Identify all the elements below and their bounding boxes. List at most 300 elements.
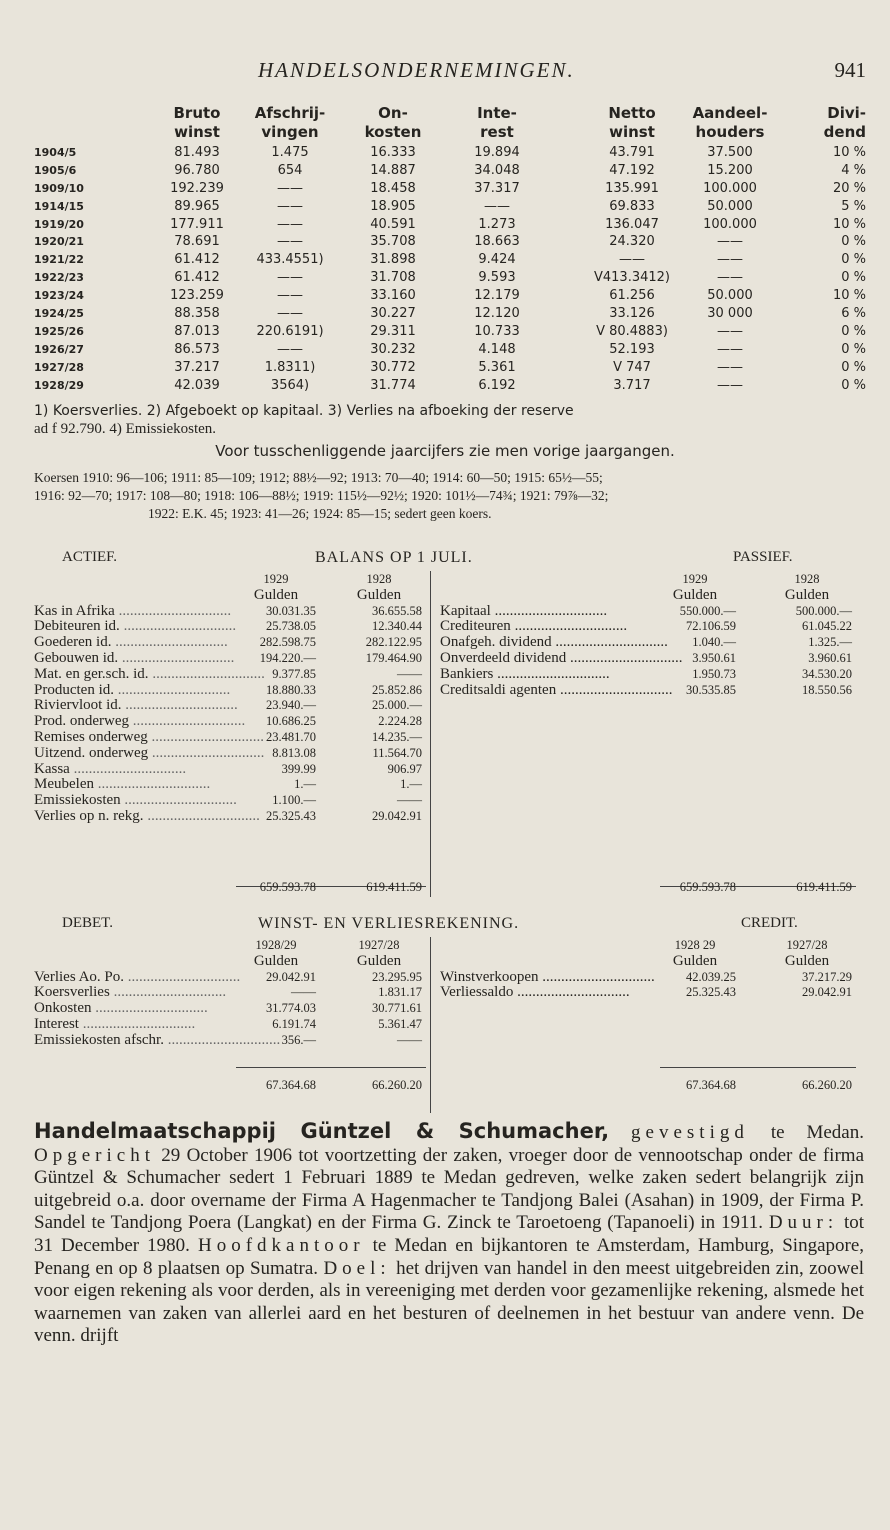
- balance-row: [0, 650, 890, 666]
- cell-bruto: 37.217: [174, 359, 220, 375]
- actief-1928: 906.97: [387, 761, 422, 776]
- leader-dots: ..............................: [109, 984, 227, 1001]
- cell-netto: 69.833: [609, 198, 655, 214]
- passief-label: [440, 634, 670, 650]
- passief-label: [440, 666, 670, 682]
- note-previous-years: Voor tusschenliggende jaarcijfers zie men vorige jaargangen.: [215, 442, 675, 460]
- winst-row: [0, 1032, 890, 1048]
- cell-bruto: 123.259: [170, 288, 224, 304]
- results-row: [0, 341, 890, 359]
- results-row: [0, 269, 890, 287]
- leader-dots: ..............................: [147, 728, 264, 745]
- leader-dots: ..............................: [148, 744, 265, 761]
- cell-onk: 31.898: [370, 252, 416, 268]
- actief-1928: ——: [397, 793, 422, 808]
- cell-int: 34.048: [474, 162, 520, 178]
- credit-value-1: 42.039.25: [686, 969, 736, 984]
- actief-label-text: Remises onderweg: [34, 728, 148, 745]
- actief-label-text: Mat. en ger.sch. id.: [34, 665, 149, 682]
- actief-label-text: Debiteuren id.: [34, 618, 120, 635]
- balance-row: [0, 666, 890, 682]
- col-header-interest: Inte- rest: [477, 104, 517, 141]
- company-doel-label: Doel:: [323, 1257, 391, 1279]
- company-offices: te Medan en bijkantoren te Amsterdam, Hamburg, Singapore, Penang en op 8 plaatsen op Sumatra.: [34, 1234, 865, 1279]
- cell-aandh: 50.000: [707, 198, 753, 214]
- cell-bruto: 177.911: [170, 216, 224, 232]
- actief-label: [34, 792, 237, 809]
- results-row: [0, 377, 890, 395]
- cell-onk: 30.232: [370, 341, 416, 357]
- cell-onk: 33.160: [370, 288, 416, 304]
- results-row: [0, 144, 890, 162]
- cell-onk: 18.458: [370, 180, 416, 196]
- passief-label-text: Onafgeh. dividend: [440, 634, 552, 651]
- winst-year-b-right: 1927/28: [786, 938, 828, 952]
- cell-aandh: 37.500: [707, 145, 753, 160]
- cell-year: 1925/26: [34, 324, 84, 338]
- balance-row: [0, 745, 890, 761]
- company-history: 29 October 1906 tot voortzetting der zaken, vroeger door de vennootschap onder de firma Güntzel & Schumacher sedert 1 Februari 1889 te Medan gedreven, welke zaken sedert belangrijk zijn uitgebreid o.a. door overname der Firma A Hagenmacher te Tandjong Balei (Asahan) in 1909, der Firma P. Sandel te Tandjong Poera (Langkat) en der Firma G. Zinck te Taroetoeng (Tapanoeli) in 1911.: [34, 1144, 864, 1234]
- cell-onk: 40.591: [370, 216, 416, 232]
- cell-year: 1909/10: [34, 181, 84, 195]
- cell-year: 1924/25: [34, 307, 84, 321]
- winst-currency-row: [0, 953, 890, 969]
- cell-bruto: 81.493: [174, 145, 220, 160]
- debet-value-1: 356.—: [281, 1032, 316, 1047]
- actief-1929: 25.325.43: [266, 808, 316, 823]
- credit-value-2: 29.042.91: [802, 985, 852, 1000]
- debet-label: [34, 1016, 234, 1032]
- cell-bruto: 42.039: [174, 377, 220, 393]
- results-row: [0, 180, 890, 198]
- actief-label-text: Gebouwen id.: [34, 649, 119, 666]
- winst-total-1-left: 67.364.68: [266, 1078, 316, 1092]
- debet-value-2: ——: [397, 1032, 422, 1047]
- balance-sheet: [0, 549, 890, 894]
- actief-1929: 1.—: [294, 777, 316, 792]
- results-row: [0, 287, 890, 305]
- cell-onk: 30.227: [370, 306, 416, 322]
- cell-div: 5 %: [841, 198, 866, 214]
- cell-div: 10 %: [832, 288, 866, 304]
- debet-label-text: Koersverlies: [34, 984, 110, 1001]
- cell-year: 1904/5: [34, 146, 77, 159]
- cell-year: 1919/20: [34, 217, 84, 231]
- cell-onk: 30.772: [370, 359, 416, 375]
- cell-bruto: 61.412: [174, 252, 220, 268]
- winst-currency-left-b: Gulden: [356, 952, 402, 969]
- cell-year: 1914/15: [34, 199, 84, 213]
- passief-1928: 34.530.20: [802, 666, 852, 681]
- cell-bruto: 88.358: [174, 306, 220, 322]
- results-row: [0, 359, 890, 377]
- debet-value-1: 29.042.91: [266, 969, 316, 984]
- winst-title: WINST- EN VERLIESREKENING.: [258, 915, 520, 932]
- actief-label: [34, 682, 234, 698]
- passief-1929: 3.950.61: [692, 650, 736, 665]
- leader-dots: ..............................: [111, 634, 228, 651]
- passief-1929: 550.000.—: [679, 603, 736, 618]
- running-head: [0, 58, 890, 88]
- leader-dots: ..............................: [78, 1015, 196, 1032]
- cell-year: 1920/21: [34, 235, 84, 249]
- leader-dots: ..............................: [121, 697, 238, 714]
- company-purpose: het drijven van handel in den meest uitgebreiden zin, zoowel voor eigen rekening als voor derden, als in vereeniging met derden voor gezamenlijke rekening, alsmede het waarnemen van zaken van allerlei aard en het besturen of deelnemen in het bestuur van andere venn. De venn. drijft: [34, 1257, 865, 1347]
- cell-div: 0 %: [841, 323, 866, 339]
- leader-dots: ..............................: [566, 649, 683, 666]
- passief-label: [440, 603, 670, 619]
- cell-netto: 52.193: [609, 341, 655, 357]
- balance-rows: [0, 603, 890, 824]
- cell-int: 10.733: [474, 323, 520, 339]
- cell-aandh: ——: [717, 323, 743, 339]
- col-header-netto: Netto winst: [608, 104, 656, 141]
- passief-label-text: Creditsaldi agenten: [440, 681, 557, 698]
- actief-1929: 25.738.05: [266, 619, 316, 634]
- actief-1929: 23.940.—: [266, 698, 316, 713]
- cell-div: 0 %: [841, 270, 866, 286]
- currency-left-a: Gulden: [253, 586, 299, 603]
- cell-afschr: ——: [277, 216, 303, 232]
- actief-label-text: Verlies op n. rekg.: [34, 807, 144, 824]
- company-opgericht-label: Opgericht: [34, 1144, 155, 1166]
- year-1929-left: 1929: [263, 572, 289, 586]
- cell-afschr: ——: [277, 270, 303, 286]
- year-1929-right: 1929: [682, 572, 708, 586]
- credit-label-text: Winstverkoopen: [440, 968, 539, 985]
- cell-bruto: 86.573: [174, 341, 220, 357]
- actief-label: [34, 713, 246, 730]
- cell-div: 0 %: [841, 359, 866, 375]
- cell-bruto: 61.412: [174, 270, 220, 286]
- actief-label-text: Producten id.: [34, 681, 114, 698]
- debet-label-text: Onkosten: [34, 1000, 92, 1017]
- cell-int: 37.317: [474, 180, 520, 196]
- leader-dots: ..............................: [91, 1000, 208, 1017]
- actief-1929: 282.598.75: [259, 635, 316, 650]
- balance-row: [0, 776, 890, 792]
- debet-label: [34, 984, 234, 1000]
- cell-int: 1.273: [478, 216, 516, 232]
- actief-1928: 14.235.—: [372, 729, 422, 744]
- cell-netto: 61.256: [609, 288, 655, 304]
- company-gevestigd: gevestigd: [631, 1122, 749, 1143]
- debet-value-2: 5.361.47: [378, 1016, 422, 1031]
- winst-total-rule-left: [236, 1067, 426, 1068]
- passief-1929: 30.535.85: [686, 682, 736, 697]
- cell-aandh: 100.000: [703, 216, 757, 232]
- actief-1929: 9.377.85: [272, 666, 316, 681]
- cell-onk: 18.905: [370, 198, 416, 214]
- actief-1928: 29.042.91: [372, 808, 422, 823]
- actief-label-text: Prod. onderweg: [34, 713, 129, 730]
- balance-title-row: [0, 549, 890, 571]
- cell-div: 4 %: [841, 162, 866, 178]
- actief-label: [34, 697, 238, 714]
- debet-value-1: 6.191.74: [272, 1016, 316, 1031]
- currency-left-b: Gulden: [356, 586, 402, 603]
- actief-1928: 25.000.—: [372, 698, 422, 713]
- page-title: HANDELSONDERNEMINGEN.: [258, 58, 575, 82]
- company-name: Handelmaatschappij Güntzel & Schumacher,: [34, 1119, 610, 1143]
- winst-total-row: [0, 1077, 890, 1097]
- leader-dots: ..............................: [490, 602, 608, 619]
- page-number: 941: [834, 58, 866, 82]
- cell-netto: 135.991: [605, 180, 659, 196]
- actief-1928: 1.—: [400, 777, 422, 792]
- winst-currency-right-a: Gulden: [672, 952, 718, 969]
- actief-label-text: Meubelen: [34, 776, 94, 793]
- leader-dots: ..............................: [163, 1031, 281, 1048]
- cell-afschr: 3564): [270, 377, 310, 393]
- leader-dots: ..............................: [510, 618, 628, 635]
- winst-total-2-left: 66.260.20: [372, 1078, 422, 1092]
- cell-onk: 16.333: [370, 145, 416, 160]
- leader-dots: ..............................: [143, 807, 260, 824]
- balance-total-1929-right: 659.593.78: [679, 880, 736, 894]
- results-table: [0, 104, 890, 394]
- actief-label-text: Uitzend. onderweg: [34, 744, 149, 761]
- cell-div: 0 %: [841, 234, 866, 250]
- cell-netto: 3.717: [613, 377, 651, 393]
- cell-afschr: ——: [277, 306, 303, 322]
- results-footnote: [34, 402, 870, 438]
- actief-label-text: Kas in Afrika: [34, 602, 115, 619]
- cell-onk: 31.708: [370, 270, 416, 286]
- cell-div: 0 %: [841, 377, 866, 393]
- cell-netto: ——: [619, 252, 645, 268]
- company-duur-label: Duur:: [768, 1212, 839, 1234]
- balance-row: [0, 792, 890, 808]
- debet-label-text: Emissiekosten afschr.: [34, 1031, 164, 1048]
- actief-1929: 30.031.35: [266, 603, 316, 618]
- cell-int: 9.424: [478, 252, 516, 268]
- cell-afschr: 220.6191): [256, 323, 324, 339]
- passief-1928: 500.000.—: [795, 603, 852, 618]
- winst-total-rule-right: [660, 1067, 856, 1068]
- footnote-line-1: 1) Koersverlies. 2) Afgeboekt op kapitaal. 3) Verlies na afboeking der reserve: [34, 403, 574, 419]
- leader-dots: ..............................: [538, 968, 655, 985]
- credit-value-2: 37.217.29: [802, 969, 852, 984]
- passief-1929: 1.040.—: [692, 635, 736, 650]
- actief-1928: 179.464.90: [365, 650, 422, 665]
- cell-netto: V 80.4883): [596, 323, 668, 339]
- leader-dots: ..............................: [114, 681, 231, 698]
- cell-bruto: 89.965: [174, 198, 220, 214]
- koersen-line-1: Koersen 1910: 96—106; 1911: 85—109; 1912; 88½—92; 1913: 70—40; 1914: 60—50; 1915: 65½—55;: [34, 470, 603, 485]
- cell-netto: V413.3412): [594, 270, 670, 286]
- winst-year-b-left: 1927/28: [358, 938, 400, 952]
- passief-label-text: Onverdeeld dividend: [440, 649, 567, 666]
- cell-afschr: ——: [277, 341, 303, 357]
- passief-1929: 1.950.73: [692, 666, 736, 681]
- actief-1928: 282.122.95: [365, 635, 422, 650]
- cell-netto: 136.047: [605, 216, 659, 232]
- company-duur-value: tot 31 December 1980.: [34, 1212, 865, 1256]
- debet-value-2: 30.771.61: [372, 1001, 422, 1016]
- col-header-dividend: Divi- dend: [823, 104, 866, 141]
- currency-right-a: Gulden: [672, 586, 718, 603]
- cell-year: 1923/24: [34, 289, 84, 303]
- balance-row: [0, 603, 890, 619]
- cell-div: 6 %: [841, 306, 866, 322]
- actief-label-text: Goederen id.: [34, 634, 112, 651]
- cell-int: 18.663: [474, 234, 520, 250]
- balance-row: [0, 713, 890, 729]
- cell-onk: 14.887: [370, 162, 416, 178]
- actief-1929: 399.99: [281, 761, 316, 776]
- cell-afschr: 1.475: [271, 145, 309, 160]
- winst-total-2-right: 66.260.20: [802, 1078, 852, 1092]
- debet-label: [34, 968, 241, 985]
- results-row: [0, 216, 890, 234]
- passief-label: [440, 618, 670, 634]
- cell-bruto: 192.239: [170, 180, 224, 196]
- koersen-line-2: 1916: 92—70; 1917: 108—80; 1918: 106—88½; 1919: 115½—92½; 1920: 101½—74¾; 1921: 79⅞—32;: [34, 488, 609, 503]
- leader-dots: ..............................: [551, 634, 668, 651]
- cell-year: 1928/29: [34, 378, 84, 392]
- debet-label: [34, 1000, 234, 1016]
- balance-currency-row: [0, 587, 890, 603]
- debet-label-text: Verlies Ao. Po.: [34, 968, 124, 985]
- winst-total-1-right: 67.364.68: [686, 1078, 736, 1092]
- results-row: [0, 162, 890, 180]
- footnote-line-2: ad f 92.790. 4) Emissiekosten.: [34, 421, 217, 437]
- credit-label: [440, 984, 670, 1000]
- cell-div: 20 %: [832, 180, 866, 196]
- cell-aandh: ——: [717, 234, 743, 250]
- cell-netto: 33.126: [609, 306, 655, 322]
- passief-1928: 1.325.—: [808, 635, 852, 650]
- cell-afschr: ——: [277, 180, 303, 196]
- cell-aandh: 100.000: [703, 180, 757, 196]
- debet-title: DEBET.: [62, 915, 113, 931]
- results-row: [0, 323, 890, 341]
- passief-1928: 61.045.22: [802, 619, 852, 634]
- cell-div: 10 %: [832, 216, 866, 232]
- actief-label: [34, 650, 234, 666]
- cell-afschr: 1.8311): [264, 359, 316, 375]
- actief-1929: 1.100.—: [272, 793, 316, 808]
- cell-int: ——: [484, 198, 510, 214]
- cell-year: 1921/22: [34, 253, 84, 267]
- koersen-block: [34, 469, 870, 523]
- cell-int: 4.148: [478, 341, 516, 357]
- leader-dots: ..............................: [118, 649, 235, 666]
- winst-currency-right-b: Gulden: [784, 952, 830, 969]
- col-header-aandeelhouders: Aandeel- houders: [692, 104, 768, 141]
- cell-int: 12.179: [474, 288, 520, 304]
- leader-dots: ..............................: [513, 984, 630, 1001]
- cell-aandh: ——: [717, 377, 743, 393]
- actief-label: [34, 807, 260, 824]
- balance-title: BALANS OP 1 JULI.: [315, 549, 473, 566]
- cell-int: 6.192: [478, 377, 516, 393]
- actief-1928: ——: [397, 666, 422, 681]
- debet-value-2: 1.831.17: [378, 985, 422, 1000]
- results-row: [0, 251, 890, 269]
- debet-label: [34, 1031, 281, 1048]
- leader-dots: ..............................: [148, 665, 265, 682]
- cell-onk: 29.311: [370, 323, 416, 339]
- debet-value-1: ——: [291, 985, 316, 1000]
- credit-title: CREDIT.: [741, 915, 798, 931]
- cell-netto: 43.791: [609, 145, 655, 160]
- credit-label-text: Verliessaldo: [440, 984, 514, 1001]
- passief-label-text: Bankiers: [440, 665, 494, 682]
- results-table-body: [0, 144, 890, 394]
- balance-row: [0, 682, 890, 698]
- balance-total-row: [0, 879, 890, 899]
- balance-row: [0, 761, 890, 777]
- actief-1929: 10.686.25: [266, 714, 316, 729]
- balance-row: [0, 697, 890, 713]
- col-header-afschrijvingen: Afschrij- vingen: [254, 104, 326, 141]
- cell-aandh: ——: [717, 341, 743, 357]
- actief-label-text: Kassa: [34, 760, 70, 777]
- balance-total-1928-left: 619.411.59: [366, 880, 422, 894]
- balance-row: [0, 618, 890, 634]
- winst-title-row: [0, 915, 890, 937]
- col-header-bruto: Bruto winst: [173, 104, 221, 141]
- actief-1929: 18.880.33: [266, 682, 316, 697]
- balance-total-1929-left: 659.593.78: [259, 880, 316, 894]
- cell-bruto: 78.691: [174, 234, 220, 250]
- passief-1928: 18.550.56: [802, 682, 852, 697]
- winst-year-a-right: 1928 29: [674, 938, 716, 952]
- credit-label: [440, 969, 670, 985]
- leader-dots: ..............................: [114, 602, 232, 619]
- cell-aandh: ——: [717, 252, 743, 268]
- cell-int: 19.894: [474, 145, 520, 160]
- cell-netto: V 747: [613, 359, 651, 375]
- cell-onk: 31.774: [370, 377, 416, 393]
- koersen-line-3: 1922: E.K. 45; 1923: 41—26; 1924: 85—15; sedert geen koers.: [148, 506, 492, 521]
- cell-aandh: 50.000: [707, 288, 753, 304]
- balance-year-row: [0, 571, 890, 587]
- winst-row: [0, 1016, 890, 1032]
- leader-dots: ..............................: [556, 681, 673, 698]
- cell-aandh: 15.200: [707, 162, 753, 178]
- actief-1929: 23.481.70: [266, 729, 316, 744]
- credit-value-1: 25.325.43: [686, 985, 736, 1000]
- actief-label: [34, 744, 265, 761]
- balance-total-1928-right: 619.411.59: [796, 880, 852, 894]
- company-location: te Medan.: [770, 1122, 864, 1143]
- passief-label: [440, 649, 683, 666]
- company-hoofdkantoor-label: Hoofdkantoor: [198, 1234, 365, 1256]
- leader-dots: ..............................: [128, 713, 246, 730]
- actief-1928: 2.224.28: [378, 714, 422, 729]
- cell-div: 10 %: [832, 145, 866, 160]
- actief-1928: 12.340.44: [372, 619, 422, 634]
- cell-afschr: 654: [277, 162, 303, 178]
- passief-label: [440, 681, 673, 698]
- winst-row: [0, 969, 890, 985]
- cell-netto: 47.192: [609, 162, 655, 178]
- actief-label: [34, 634, 234, 650]
- cell-aandh: ——: [717, 270, 743, 286]
- balance-row: [0, 808, 890, 824]
- actief-1928: 11.564.70: [372, 745, 422, 760]
- leader-dots: ..............................: [124, 968, 241, 985]
- cell-afschr: ——: [277, 288, 303, 304]
- cell-afschr: ——: [277, 234, 303, 250]
- actief-1929: 8.813.08: [272, 745, 316, 760]
- cell-int: 12.120: [474, 306, 520, 322]
- cell-div: 0 %: [841, 341, 866, 357]
- leader-dots: ..............................: [120, 792, 237, 809]
